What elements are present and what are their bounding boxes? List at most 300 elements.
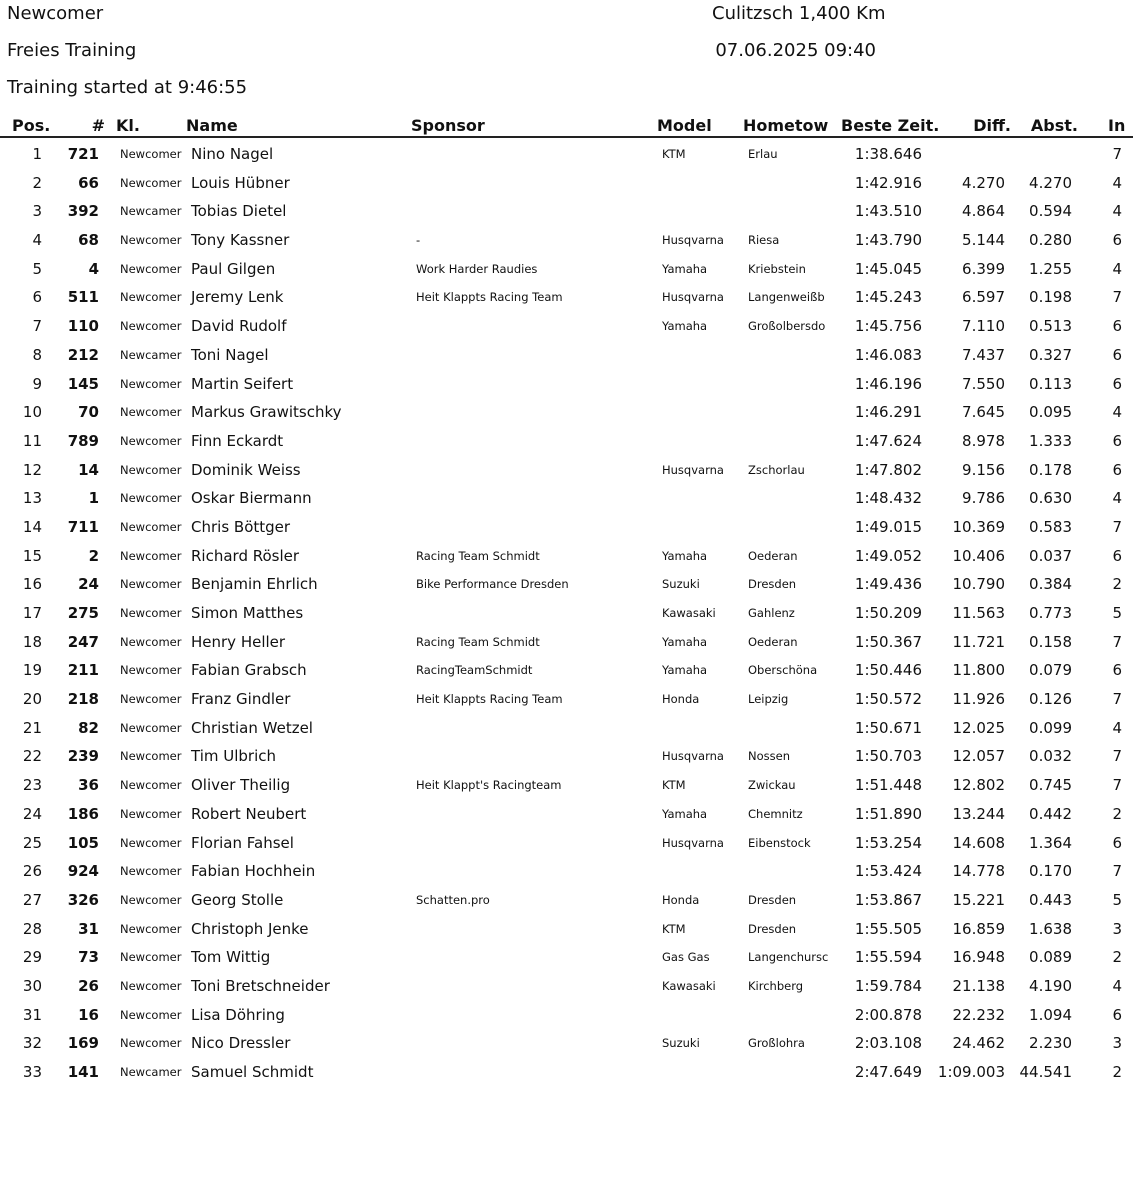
cell-number: 70 [78, 403, 99, 422]
cell-class: Newcomer [120, 261, 182, 276]
cell-diff: 12.802 [952, 776, 1005, 795]
cell-model: Husqvarna [662, 835, 724, 850]
cell-name: Toni Nagel [191, 345, 269, 364]
cell-best-time: 2:47.649 [854, 1063, 922, 1081]
cell-pos: 28 [22, 919, 42, 938]
cell-pos: 21 [22, 718, 42, 737]
cell-laps: 7 [1112, 517, 1122, 536]
cell-model: Kawasaki [662, 978, 716, 993]
cell-number: 169 [67, 1034, 99, 1053]
cell-model: Yamaha [662, 548, 708, 563]
cell-sponsor: Heit Klappts Racing Team [416, 290, 563, 305]
cell-diff: 13.244 [952, 804, 1005, 823]
cell-gap: 4.270 [1029, 173, 1072, 192]
cell-class: Newcomer [120, 606, 182, 620]
cell-pos: 23 [22, 776, 42, 795]
cell-class: Newcomer [120, 835, 182, 850]
cell-pos: 24 [22, 804, 42, 823]
table-row [0, 943, 1133, 972]
cell-name: Oliver Theilig [191, 776, 291, 795]
cell-model: Kawasaki [662, 606, 716, 620]
table-row [0, 599, 1133, 628]
table-row [0, 1058, 1133, 1087]
cell-number: 924 [67, 862, 99, 881]
cell-diff: 16.859 [952, 919, 1005, 938]
cell-best-time: 1:45.243 [854, 288, 922, 307]
cell-number: 711 [67, 517, 99, 536]
cell-name: Benjamin Ehrlich [191, 575, 318, 594]
cell-diff: 24.462 [952, 1034, 1005, 1053]
cell-model: Yamaha [662, 319, 708, 334]
cell-sponsor: RacingTeamSchmidt [416, 663, 533, 678]
cell-laps: 2 [1112, 575, 1122, 594]
col-header-number: # [91, 116, 105, 135]
cell-pos: 25 [22, 833, 42, 852]
cell-name: Finn Eckardt [191, 431, 284, 450]
cell-number: 212 [67, 345, 99, 364]
cell-gap: 0.513 [1029, 317, 1072, 336]
cell-best-time: 2:03.108 [854, 1034, 922, 1053]
cell-laps: 7 [1112, 747, 1122, 766]
cell-pos: 27 [22, 890, 42, 909]
cell-laps: 3 [1112, 1034, 1122, 1053]
cell-laps: 6 [1112, 661, 1122, 680]
cell-number: 36 [78, 776, 99, 795]
cell-number: 73 [78, 948, 99, 967]
cell-class: Newcomer [120, 663, 182, 678]
cell-pos: 32 [22, 1034, 42, 1053]
cell-number: 211 [67, 661, 99, 680]
cell-best-time: 1:59.784 [854, 976, 922, 995]
cell-best-time: 1:49.015 [854, 517, 922, 536]
cell-laps: 7 [1112, 776, 1122, 795]
table-row [0, 1001, 1133, 1030]
col-header-diff: Diff. [973, 116, 1011, 135]
cell-class: Newcomer [120, 950, 182, 965]
cell-best-time: 1:53.254 [854, 833, 922, 852]
results-table [0, 140, 1133, 1087]
cell-gap: 0.099 [1029, 718, 1072, 737]
cell-best-time: 1:38.646 [854, 145, 922, 163]
table-row [0, 456, 1133, 485]
cell-hometown: Kirchberg [748, 978, 804, 993]
table-row [0, 570, 1133, 599]
cell-laps: 2 [1112, 1063, 1122, 1081]
cell-diff: 4.864 [962, 202, 1005, 221]
cell-number: 16 [78, 1005, 99, 1024]
cell-pos: 6 [32, 288, 42, 307]
cell-diff: 9.156 [962, 460, 1005, 479]
cell-name: Christian Wetzel [191, 718, 313, 737]
cell-class: Newcomer [120, 720, 182, 735]
cell-number: 145 [67, 374, 99, 393]
cell-diff: 15.221 [952, 890, 1005, 909]
table-row [0, 226, 1133, 255]
cell-gap: 0.113 [1029, 374, 1072, 393]
cell-best-time: 1:50.209 [854, 604, 922, 622]
cell-number: 24 [78, 575, 99, 594]
cell-best-time: 1:50.572 [854, 690, 922, 709]
cell-class: Newcamer [120, 204, 182, 219]
cell-class: Newcomer [120, 147, 182, 161]
col-header-name: Name [186, 116, 238, 135]
cell-pos: 29 [22, 948, 42, 967]
cell-gap: 0.280 [1029, 231, 1072, 250]
cell-laps: 6 [1112, 1005, 1122, 1024]
cell-gap: 1.364 [1029, 833, 1072, 852]
cell-diff: 12.025 [952, 718, 1005, 737]
cell-best-time: 1:50.703 [854, 747, 922, 766]
cell-gap: 0.198 [1029, 288, 1072, 307]
cell-pos: 10 [22, 403, 42, 422]
table-row [0, 685, 1133, 714]
table-row [0, 513, 1133, 542]
cell-pos: 12 [22, 460, 42, 479]
cell-pos: 30 [22, 976, 42, 995]
cell-model: Husqvarna [662, 290, 724, 305]
table-row [0, 714, 1133, 743]
cell-best-time: 1:51.890 [854, 804, 922, 823]
cell-model: Honda [662, 892, 700, 907]
cell-best-time: 1:49.052 [854, 546, 922, 565]
session-title: Freies Training [7, 40, 137, 61]
cell-sponsor: Heit Klappt's Racingteam [416, 778, 562, 793]
cell-model: Husqvarna [662, 462, 724, 477]
cell-hometown: Erlau [748, 147, 778, 161]
cell-best-time: 1:47.802 [854, 460, 922, 479]
cell-pos: 33 [22, 1063, 42, 1081]
start-time: Training started at 9:46:55 [7, 77, 248, 98]
cell-gap: 0.773 [1029, 604, 1072, 622]
table-row [0, 742, 1133, 771]
cell-model: KTM [662, 778, 686, 793]
cell-best-time: 1:55.594 [854, 948, 922, 967]
cell-pos: 13 [22, 489, 42, 508]
cell-best-time: 1:47.624 [854, 431, 922, 450]
cell-sponsor: - [416, 233, 421, 248]
cell-best-time: 1:50.446 [854, 661, 922, 680]
cell-laps: 4 [1112, 259, 1122, 278]
cell-class: Newcomer [120, 491, 182, 506]
cell-number: 1 [88, 489, 99, 508]
cell-name: Henry Heller [191, 632, 286, 651]
cell-class: Newcomer [120, 319, 182, 334]
cell-number: 721 [67, 145, 99, 163]
cell-pos: 5 [32, 259, 42, 278]
cell-best-time: 1:49.436 [854, 575, 922, 594]
cell-best-time: 1:46.291 [854, 403, 922, 422]
cell-pos: 4 [32, 231, 42, 250]
cell-best-time: 1:46.083 [854, 345, 922, 364]
cell-diff: 11.563 [952, 604, 1005, 622]
cell-pos: 19 [22, 661, 42, 680]
cell-name: Georg Stolle [191, 890, 284, 909]
cell-hometown: Leipzig [748, 692, 789, 707]
cell-best-time: 1:43.510 [854, 202, 922, 221]
cell-best-time: 1:42.916 [854, 173, 922, 192]
cell-class: Newcomer [120, 634, 182, 649]
cell-name: Oskar Biermann [191, 489, 312, 508]
cell-diff: 6.399 [962, 259, 1005, 278]
table-row [0, 140, 1133, 169]
cell-best-time: 1:53.867 [854, 890, 922, 909]
cell-name: Chris Böttger [191, 517, 291, 536]
cell-hometown: Großolbersdo [748, 319, 826, 334]
cell-name: Fabian Hochhein [191, 862, 316, 881]
cell-diff: 4.270 [962, 173, 1005, 192]
cell-pos: 26 [22, 862, 42, 881]
table-row [0, 427, 1133, 456]
cell-gap: 0.178 [1029, 460, 1072, 479]
cell-laps: 6 [1112, 431, 1122, 450]
cell-gap: 1.638 [1029, 919, 1072, 938]
cell-best-time: 1:43.790 [854, 231, 922, 250]
cell-gap: 0.630 [1029, 489, 1072, 508]
cell-model: Husqvarna [662, 749, 724, 764]
cell-class: Newcomer [120, 433, 182, 448]
table-row [0, 542, 1133, 571]
cell-class: Newcomer [120, 921, 182, 936]
cell-best-time: 1:55.505 [854, 919, 922, 938]
cell-number: 68 [78, 231, 99, 250]
cell-best-time: 1:50.367 [854, 632, 922, 651]
cell-laps: 6 [1112, 345, 1122, 364]
cell-diff: 10.369 [952, 517, 1005, 536]
cell-laps: 7 [1112, 862, 1122, 881]
cell-diff: 7.550 [962, 374, 1005, 393]
cell-number: 31 [78, 919, 99, 938]
cell-diff: 1:09.003 [937, 1063, 1005, 1081]
cell-laps: 4 [1112, 976, 1122, 995]
cell-laps: 7 [1112, 632, 1122, 651]
cell-model: KTM [662, 921, 686, 936]
cell-number: 82 [78, 718, 99, 737]
cell-name: Samuel Schmidt [191, 1063, 314, 1081]
cell-class: Newcomer [120, 376, 182, 391]
cell-best-time: 1:45.756 [854, 317, 922, 336]
cell-name: Markus Grawitschky [191, 403, 342, 422]
cell-sponsor: Work Harder Raudies [416, 261, 538, 276]
cell-laps: 7 [1112, 288, 1122, 307]
cell-model: Suzuki [662, 1036, 700, 1051]
cell-pos: 14 [22, 517, 42, 536]
cell-diff: 10.406 [952, 546, 1005, 565]
cell-hometown: Gahlenz [748, 606, 795, 620]
cell-number: 110 [67, 317, 99, 336]
table-row [0, 370, 1133, 399]
cell-hometown: Kriebstein [748, 261, 806, 276]
cell-name: Tom Wittig [191, 948, 271, 967]
cell-number: 511 [67, 288, 99, 307]
cell-pos: 16 [22, 575, 42, 594]
cell-class: Newcomer [120, 548, 182, 563]
cell-laps: 6 [1112, 460, 1122, 479]
cell-pos: 17 [22, 604, 42, 622]
cell-gap: 1.333 [1029, 431, 1072, 450]
cell-name: Richard Rösler [191, 546, 300, 565]
cell-laps: 4 [1112, 202, 1122, 221]
cell-hometown: Eibenstock [748, 835, 811, 850]
cell-pos: 3 [32, 202, 42, 221]
table-row [0, 800, 1133, 829]
cell-sponsor: Bike Performance Dresden [416, 577, 569, 592]
cell-number: 239 [67, 747, 99, 766]
cell-name: David Rudolf [191, 317, 287, 336]
cell-diff: 7.110 [962, 317, 1005, 336]
cell-gap: 0.095 [1029, 403, 1072, 422]
cell-best-time: 1:51.448 [854, 776, 922, 795]
cell-pos: 20 [22, 690, 42, 709]
table-row [0, 771, 1133, 800]
cell-laps: 6 [1112, 231, 1122, 250]
cell-laps: 2 [1112, 948, 1122, 967]
cell-class: Newcomer [120, 806, 182, 821]
cell-number: 26 [78, 976, 99, 995]
table-row [0, 255, 1133, 284]
cell-laps: 2 [1112, 804, 1122, 823]
cell-class: Newcomer [120, 978, 182, 993]
cell-name: Nino Nagel [191, 145, 274, 163]
cell-name: Jeremy Lenk [191, 288, 284, 307]
cell-diff: 22.232 [952, 1005, 1005, 1024]
cell-class: Newcomer [120, 1007, 182, 1022]
cell-number: 326 [67, 890, 99, 909]
cell-gap: 0.442 [1029, 804, 1072, 823]
cell-pos: 7 [32, 317, 42, 336]
cell-class: Newcomer [120, 892, 182, 907]
cell-class: Newcomer [120, 462, 182, 477]
cell-diff: 14.608 [952, 833, 1005, 852]
cell-class: Newcomer [120, 233, 182, 248]
cell-hometown: Nossen [748, 749, 790, 764]
col-header-model: Model [657, 116, 712, 135]
cell-hometown: Dresden [748, 921, 797, 936]
cell-name: Franz Gindler [191, 690, 291, 709]
cell-diff: 6.597 [962, 288, 1005, 307]
cell-name: Tim Ulbrich [191, 747, 277, 766]
cell-number: 789 [67, 431, 99, 450]
cell-pos: 2 [32, 173, 42, 192]
cell-diff: 12.057 [952, 747, 1005, 766]
cell-best-time: 1:50.671 [854, 718, 922, 737]
cell-name: Tony Kassner [191, 231, 290, 250]
table-row [0, 656, 1133, 685]
cell-name: Louis Hübner [191, 173, 290, 192]
cell-diff: 7.645 [962, 403, 1005, 422]
table-row [0, 915, 1133, 944]
cell-best-time: 1:46.196 [854, 374, 922, 393]
cell-model: Yamaha [662, 261, 708, 276]
cell-name: Lisa Döhring [191, 1005, 285, 1024]
cell-sponsor: Racing Team Schmidt [416, 634, 540, 649]
table-row [0, 972, 1133, 1001]
cell-class: Newcamer [120, 347, 182, 362]
cell-gap: 0.158 [1029, 632, 1072, 651]
cell-number: 14 [78, 460, 99, 479]
table-row [0, 886, 1133, 915]
cell-model: Yamaha [662, 663, 708, 678]
cell-hometown: Großlohra [748, 1036, 805, 1051]
cell-pos: 11 [22, 431, 42, 450]
table-row [0, 484, 1133, 513]
cell-diff: 9.786 [962, 489, 1005, 508]
cell-number: 218 [67, 690, 99, 709]
cell-hometown: Oberschöna [748, 663, 818, 678]
cell-model: Yamaha [662, 634, 708, 649]
cell-sponsor: Racing Team Schmidt [416, 548, 540, 563]
cell-gap: 1.094 [1029, 1005, 1072, 1024]
cell-model: Suzuki [662, 577, 700, 592]
cell-class: Newcomer [120, 175, 182, 190]
cell-number: 2 [88, 546, 99, 565]
cell-laps: 6 [1112, 833, 1122, 852]
event-datetime: 07.06.2025 09:40 [715, 40, 876, 61]
cell-class: Newcomer [120, 1036, 182, 1051]
cell-name: Paul Gilgen [191, 259, 276, 278]
cell-name: Christoph Jenke [191, 919, 309, 938]
cell-class: Newcomer [120, 405, 182, 420]
cell-diff: 5.144 [962, 231, 1005, 250]
col-header-pos: Pos. [12, 116, 51, 135]
cell-hometown: Oederan [748, 634, 798, 649]
cell-laps: 7 [1112, 145, 1122, 163]
cell-pos: 15 [22, 546, 42, 565]
table-row [0, 829, 1133, 858]
table-row [0, 341, 1133, 370]
cell-gap: 0.594 [1029, 202, 1072, 221]
table-row [0, 857, 1133, 886]
cell-gap: 0.079 [1029, 661, 1072, 680]
cell-best-time: 1:45.045 [854, 259, 922, 278]
cell-gap: 0.443 [1029, 890, 1072, 909]
cell-hometown: Oederan [748, 548, 798, 563]
cell-class: Newcomer [120, 864, 182, 879]
cell-gap: 0.170 [1029, 862, 1072, 881]
cell-class: Newcamer [120, 1065, 182, 1079]
cell-name: Simon Matthes [191, 604, 304, 622]
cell-class: Newcomer [120, 577, 182, 592]
cell-pos: 9 [32, 374, 42, 393]
cell-best-time: 1:48.432 [854, 489, 922, 508]
table-row [0, 312, 1133, 341]
cell-laps: 7 [1112, 690, 1122, 709]
cell-pos: 8 [32, 345, 42, 364]
cell-name: Florian Fahsel [191, 833, 294, 852]
cell-name: Nico Dressler [191, 1034, 291, 1053]
cell-laps: 5 [1112, 604, 1122, 622]
table-row [0, 283, 1133, 312]
cell-diff: 14.778 [952, 862, 1005, 881]
cell-gap: 0.583 [1029, 517, 1072, 536]
cell-number: 105 [67, 833, 99, 852]
cell-best-time: 1:53.424 [854, 862, 922, 881]
cell-gap: 0.745 [1029, 776, 1072, 795]
col-header-best-time: Beste Zeit. [841, 116, 940, 135]
cell-number: 186 [67, 804, 99, 823]
table-row [0, 628, 1133, 657]
cell-sponsor: Heit Klappts Racing Team [416, 692, 563, 707]
cell-laps: 6 [1112, 374, 1122, 393]
cell-diff: 16.948 [952, 948, 1005, 967]
col-header-class: Kl. [116, 116, 140, 135]
cell-hometown: Langenweißb [748, 290, 825, 305]
cell-class: Newcomer [120, 778, 182, 793]
cell-gap: 0.384 [1029, 575, 1072, 594]
cell-class: Newcomer [120, 290, 182, 305]
cell-diff: 11.926 [952, 690, 1005, 709]
cell-diff: 11.721 [952, 632, 1005, 651]
cell-diff: 7.437 [962, 345, 1005, 364]
